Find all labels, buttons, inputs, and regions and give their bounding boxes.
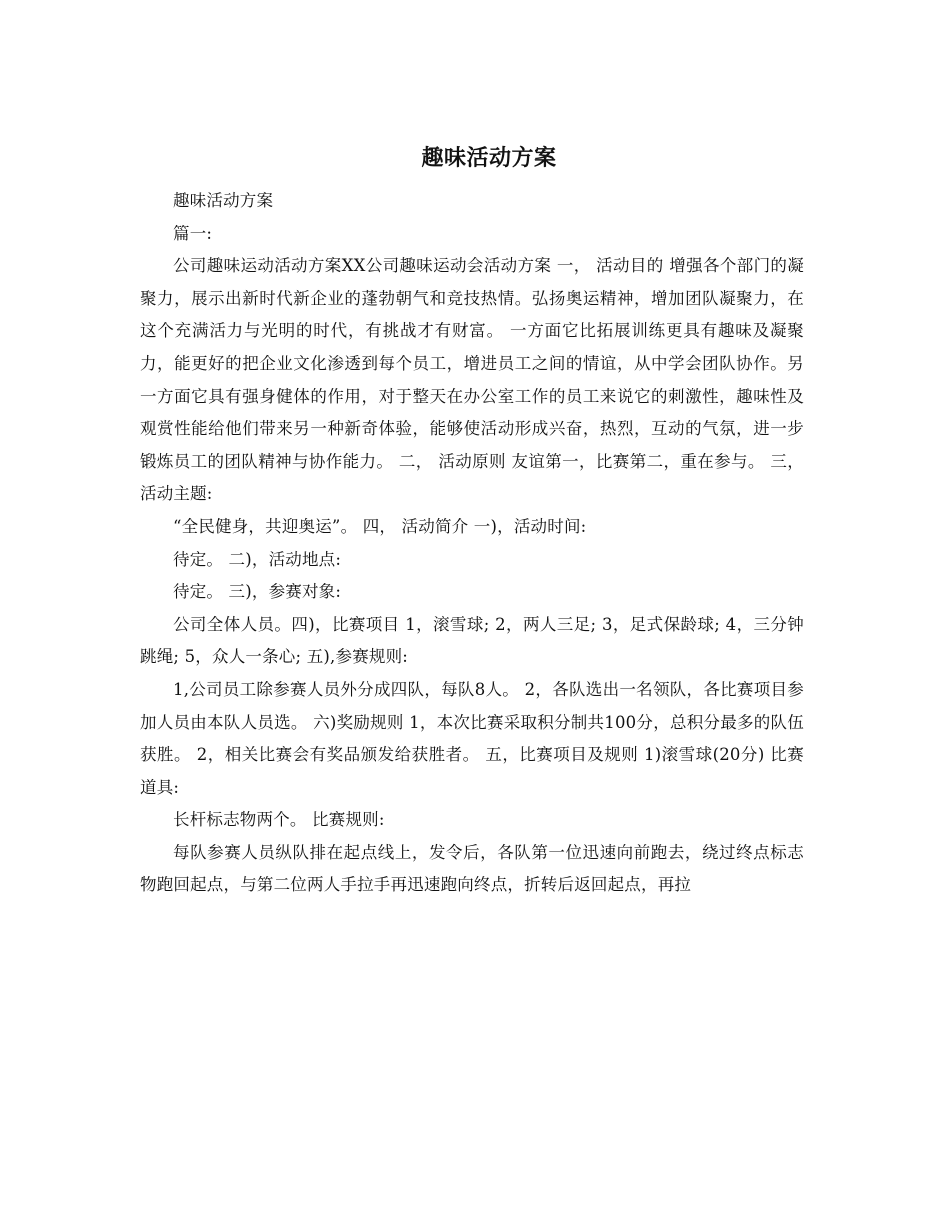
paragraph-game-rules: 每队参赛人员纵队排在起点线上，发令后，各队第一位迅速向前跑去，绕过终点标志物跑回起点，与第二位两人手拉手再迅速跑向终点，折转后返回起点，再拉 (140, 842, 804, 895)
paragraph-rules: 1,公司员工除参赛人员外分成四队，每队8人。 2，各队选出一名领队，各比赛项目参加人员由本队人员选。 六)奖励规则 1，本次比赛采取积分制共100分，总积分最多的队伍获胜。 2，相关比赛会有奖品颁发给获胜者。 五，比赛项目及规则 1)滚雪球(20分) 比赛道具: (140, 679, 804, 797)
paragraph-chapter: 篇一: (173, 223, 213, 243)
document-body (140, 185, 804, 902)
paragraph-heading: 趣味活动方案 (173, 191, 274, 210)
paragraph-purpose: 公司趣味运动活动方案XX公司趣味运动会活动方案 一， 活动目的 增强各个部门的凝聚力，展示出新时代新企业的蓬勃朝气和竞技热情。弘扬奥运精神，增加团队凝聚力，在这个充满活力与光明的时代，有挑战才有财富。 一方面它比拓展训练更具有趣味及凝聚力，能更好的把企业文化渗透到每个员工，增进员工之间的情谊，从中学会团队协作。另一方面它具有强身健体的作用，对于整天在办公室工作的员工来说它的刺激性，趣味性及观赏性能给他们带来另一种新奇体验，能够使活动形成兴奋，热烈，互动的气氛，进一步锻炼员工的团队精神与协作能力。 二， 活动原则 友谊第一，比赛第二，重在参与。 三， 活动主题: (140, 256, 804, 504)
paragraph-location: 待定。 二)，活动地点: (173, 549, 342, 569)
paragraph-participants: 待定。 三)，参赛对象: (173, 582, 342, 602)
paragraph-theme: “全民健身，共迎奥运”。 四， 活动简介 一)，活动时间: (173, 516, 587, 536)
paragraph-events: 公司全体人员。四)，比赛项目 1，滚雪球; 2，两人三足; 3，足式保龄球; 4，三分钟跳绳; 5，众人一条心; 五),参赛规则: (140, 614, 804, 667)
document-title: 趣味活动方案 (421, 145, 557, 171)
paragraph-props: 长杆标志物两个。 比赛规则: (173, 810, 385, 830)
